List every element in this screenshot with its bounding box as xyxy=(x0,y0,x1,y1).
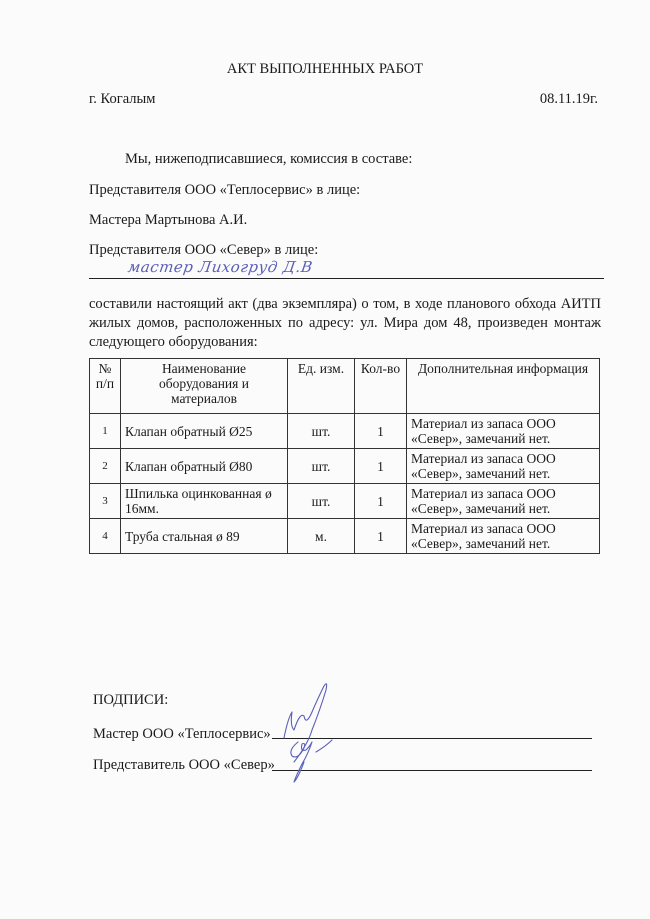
table-row xyxy=(90,449,600,484)
table-row xyxy=(90,519,600,554)
row-num: 2 xyxy=(90,449,121,484)
document-title: АКТ ВЫПОЛНЕННЫХ РАБОТ xyxy=(226,61,424,77)
header-info: Дополнительная информация xyxy=(407,359,600,414)
row-unit: шт. xyxy=(288,484,355,519)
table-header-row xyxy=(90,359,600,414)
header-name: Наименование оборудования и материалов xyxy=(121,359,288,414)
table-row xyxy=(90,484,600,519)
representative1-name: Мастера Мартынова А.И. xyxy=(89,212,248,228)
row-qty: 1 xyxy=(355,449,407,484)
row-qty: 1 xyxy=(355,414,407,449)
row-qty: 1 xyxy=(355,519,407,554)
row-num: 4 xyxy=(90,519,121,554)
row-unit: м. xyxy=(288,519,355,554)
row-num: 1 xyxy=(90,414,121,449)
row-unit: шт. xyxy=(288,449,355,484)
table-row xyxy=(90,414,600,449)
row-name: Клапан обратный Ø25 xyxy=(121,414,288,449)
row-unit: шт. xyxy=(288,414,355,449)
row-num: 3 xyxy=(90,484,121,519)
body-paragraph xyxy=(89,295,601,352)
equipment-table xyxy=(89,358,600,554)
row-info: Материал из запаса ООО «Север», замечаний нет. xyxy=(407,519,600,554)
header-unit: Ед. изм. xyxy=(288,359,355,414)
representative2-label: Представителя ООО «Север» в лице: xyxy=(89,242,319,258)
signer1-label: Мастер ООО «Теплосервис» xyxy=(93,726,271,742)
signatures-heading: ПОДПИСИ: xyxy=(93,692,169,708)
row-info: Материал из запаса ООО «Север», замечаний нет. xyxy=(407,414,600,449)
representative2-line xyxy=(89,278,604,279)
row-info: Материал из запаса ООО «Север», замечаний нет. xyxy=(407,484,600,519)
row-name: Клапан обратный Ø80 xyxy=(121,449,288,484)
city: г. Когалым xyxy=(89,91,156,107)
paragraph-line: следующего оборудования: xyxy=(89,334,258,350)
row-name: Труба стальная ø 89 xyxy=(121,519,288,554)
header-num: № п/п xyxy=(90,359,121,414)
row-qty: 1 xyxy=(355,484,407,519)
representative1-label: Представителя ООО «Теплосервис» в лице: xyxy=(89,182,361,198)
handwritten-signatures xyxy=(280,680,360,795)
handwritten-representative2-name: мастер Лихогруд Д.В xyxy=(126,258,314,276)
row-name: Шпилька оцинкованная ø 16мм. xyxy=(121,484,288,519)
header-qty: Кол-во xyxy=(355,359,407,414)
row-info: Материал из запаса ООО «Север», замечаний нет. xyxy=(407,449,600,484)
paragraph-line: составили настоящий акт (два экземпляра) о том, в ходе планового обхода АИТП xyxy=(89,296,601,312)
document-date: 08.11.19г. xyxy=(539,91,598,107)
intro-text: Мы, нижеподписавшиеся, комиссия в составе: xyxy=(125,151,413,167)
paragraph-line: жилых домов, расположенных по адресу: ул. Мира дом 48, произведен монтаж xyxy=(89,315,601,331)
signer2-label: Представитель ООО «Север» xyxy=(93,757,275,773)
